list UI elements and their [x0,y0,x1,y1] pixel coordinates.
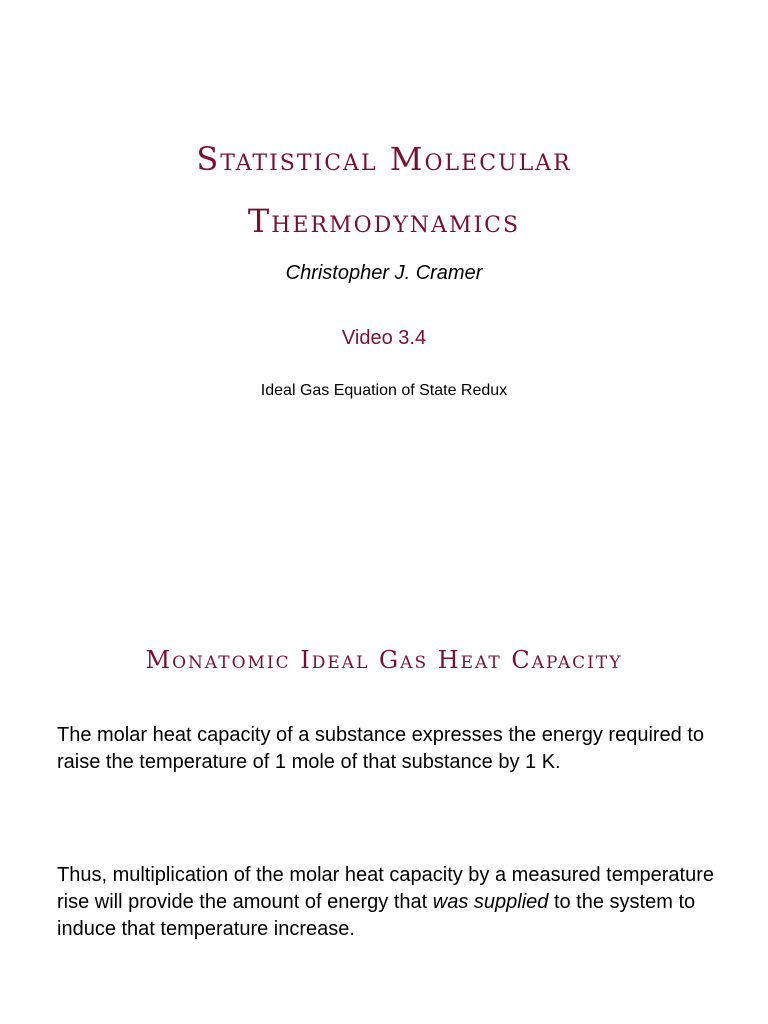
paragraph-implication [57,862,717,943]
slide-title [0,128,768,252]
author-name: Christopher J. Cramer [285,262,483,284]
paragraph-implication-emphasis: was supplied [432,891,549,913]
paragraph-definition: The molar heat capacity of a substance expresses the energy required to raise the temperature of 1 mole of that substance by 1 K. [57,724,705,773]
slide-title-line-1: Statistical Molecular [196,140,572,178]
video-number: Video 3.4 [341,327,427,349]
paragraph-implication-text-end: to the system to induce that temperature increase. [57,891,696,940]
slide-title-line-2: Thermodynamics [247,202,521,240]
content-slide [0,600,768,1024]
paragraph-implication-text-start: Thus, multiplication of the molar heat capacity by a measured temperature rise will provide the amount of energy that [57,864,714,913]
section-heading: Monatomic Ideal Gas Heat Capacity [145,646,623,674]
lecture-subtitle: Ideal Gas Equation of State Redux [260,382,508,399]
